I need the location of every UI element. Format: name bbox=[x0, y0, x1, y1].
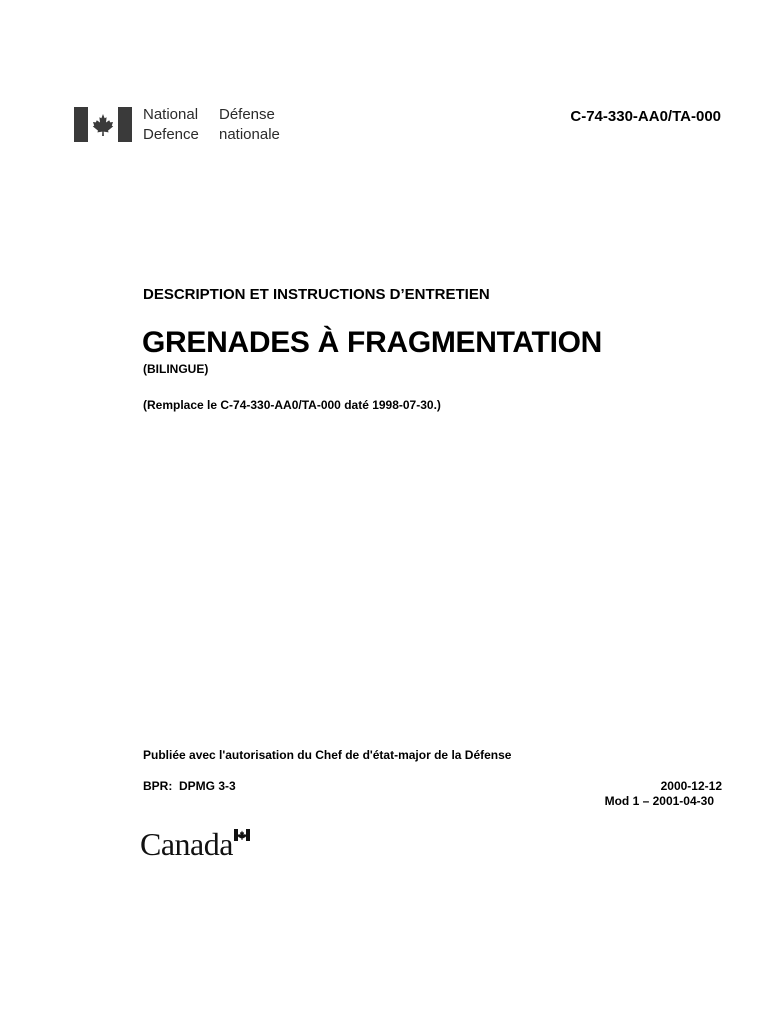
modification-date: Mod 1 – 2001-04-30 bbox=[604, 794, 714, 808]
logo-english-text bbox=[143, 105, 199, 145]
issue-date: 2000-12-12 bbox=[660, 779, 722, 793]
canada-wordmark-text: Canada bbox=[140, 826, 233, 862]
subtitle: (BILINGUE) bbox=[143, 362, 209, 376]
government-logo bbox=[74, 105, 288, 145]
supersedes-note: (Remplace le C-74-330-AA0/TA-000 daté 1998-07-30.) bbox=[143, 398, 441, 412]
canada-wordmark-flag-icon bbox=[234, 829, 250, 841]
logo-english-line2: Defence bbox=[143, 126, 199, 143]
canadian-flag-icon bbox=[74, 107, 132, 142]
logo-french-text bbox=[219, 105, 280, 145]
authority-statement: Publiée avec l'autorisation du Chef de d'état-major de la Défense bbox=[143, 748, 512, 762]
document-number: C-74-330-AA0/TA-000 bbox=[570, 108, 721, 125]
page-title: GRENADES À FRAGMENTATION bbox=[142, 326, 603, 359]
maple-leaf-icon bbox=[91, 113, 115, 137]
canada-wordmark bbox=[140, 826, 260, 862]
logo-french-line2: nationale bbox=[219, 126, 280, 143]
logo-french-line1: Défense bbox=[219, 106, 275, 123]
logo-english-line1: National bbox=[143, 106, 199, 123]
description-heading: DESCRIPTION ET INSTRUCTIONS D’ENTRETIEN bbox=[143, 286, 490, 303]
bpr-line: BPR: DPMG 3-3 bbox=[143, 779, 236, 793]
